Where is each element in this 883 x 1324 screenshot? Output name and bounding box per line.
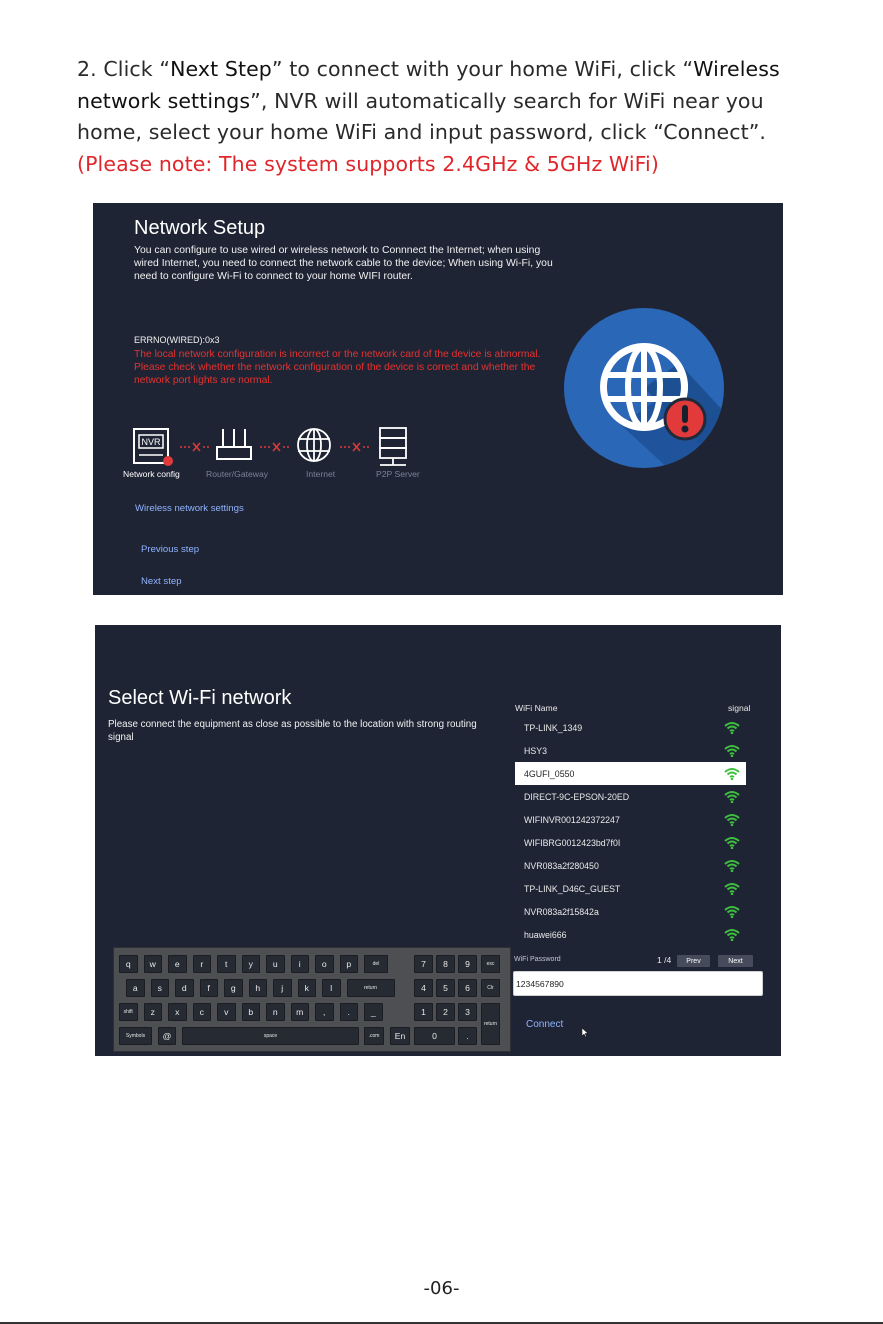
wifi-network-name: NVR083a2f15842a [524, 906, 599, 917]
wifi-network-row[interactable] [515, 877, 746, 900]
wifi-network-name: NVR083a2f280450 [524, 860, 599, 871]
key-[interactable]: . [458, 1027, 477, 1045]
key-7[interactable]: 7 [414, 955, 433, 973]
wifi-network-row[interactable] [515, 831, 746, 854]
wifi-network-row[interactable] [515, 762, 746, 785]
internet-icon [298, 429, 330, 461]
key-j[interactable]: j [273, 979, 292, 997]
nvr-icon [134, 429, 173, 466]
key-del[interactable]: del [364, 955, 388, 973]
wifi-signal-icon [724, 836, 740, 849]
key-c[interactable]: c [193, 1003, 212, 1021]
wifi-signal-icon [724, 813, 740, 826]
key-m[interactable]: m [291, 1003, 310, 1021]
wifi-network-row[interactable] [515, 716, 746, 739]
key-0[interactable]: 0 [414, 1027, 455, 1045]
key-1[interactable]: 1 [414, 1003, 433, 1021]
wifi-signal-icon [724, 744, 740, 757]
wifi-description: Please connect the equipment as close as possible to the location with strong routing signal [108, 719, 477, 743]
key-numpad-return[interactable]: return [481, 1003, 500, 1045]
globe-icon [561, 305, 727, 471]
wifi-network-name: TP-LINK_D46C_GUEST [524, 883, 621, 894]
key-p[interactable]: p [340, 955, 359, 973]
wifi-network-name: 4GUFI_0550 [524, 768, 575, 779]
error-code: ERRNO(WIRED):0x3 [134, 335, 220, 345]
instruction-text: home, select your home WiFi and input password, click “Connect”. [77, 120, 767, 144]
key-z[interactable]: z [144, 1003, 163, 1021]
key-q[interactable]: q [119, 955, 138, 973]
prev-page-button[interactable]: Prev [677, 955, 710, 967]
password-input[interactable] [513, 971, 763, 996]
key-2[interactable]: 2 [436, 1003, 455, 1021]
nvr-label: NVR [141, 437, 161, 447]
wifi-network-name: HSY3 [524, 745, 547, 756]
on-screen-keyboard [113, 947, 511, 1052]
instruction-next-step: Next Step [170, 57, 272, 81]
key-[interactable]: , [315, 1003, 334, 1021]
key-4[interactable]: 4 [414, 979, 433, 997]
wifi-select-screen [95, 625, 781, 1056]
instruction-wireless: Wireless [693, 57, 780, 81]
key-f[interactable]: f [200, 979, 219, 997]
flow-label-p2p: P2P Server [376, 469, 420, 479]
server-icon [380, 428, 406, 465]
error-message: The local network configuration is incorrect or the network card of the device is abnormal. Please check whether the network configuration of the device is correct and whether the network port lights are normal. [134, 349, 541, 387]
wifi-name-header: WiFi Name [515, 703, 558, 713]
key-g[interactable]: g [224, 979, 243, 997]
instruction-network-settings: network settings [77, 88, 251, 113]
key-t[interactable]: t [217, 955, 236, 973]
instruction-text: ”, NVR will automatically search for WiFi near you [250, 88, 764, 113]
wifi-signal-icon [724, 859, 740, 872]
wifi-network-name: TP-LINK_1349 [524, 722, 583, 733]
wifi-network-row[interactable] [515, 900, 746, 923]
key-esc[interactable]: esc [481, 955, 500, 973]
instruction-text: ” to connect with your home WiFi, click “ [271, 57, 694, 81]
key-d[interactable]: d [175, 979, 194, 997]
wifi-network-row[interactable] [515, 808, 746, 831]
wifi-network-list [515, 716, 746, 946]
page-indicator: 1 /4 [657, 955, 672, 965]
wifi-signal-icon [724, 721, 740, 734]
key-k[interactable]: k [298, 979, 317, 997]
next-step-link[interactable]: Next step [141, 576, 182, 587]
globe-error-illustration [561, 305, 727, 471]
key-9[interactable]: 9 [458, 955, 477, 973]
wifi-signal-icon [724, 790, 740, 803]
key-return[interactable]: return [347, 979, 395, 997]
key-w[interactable]: w [144, 955, 163, 973]
wifi-network-name: DIRECT-9C-EPSON-20ED [524, 791, 630, 802]
key-clr[interactable]: Clr [481, 979, 500, 997]
disconnect-icon [260, 443, 290, 451]
password-label: WiFi Password [514, 956, 561, 963]
key-[interactable]: @ [158, 1027, 176, 1045]
setup-description: You can configure to use wired or wireless network to Connnect the Internet; when using wired Internet, you need to connect the network cable to the device; When using Wi-Fi, you need to configure Wi-Fi to connect to your home WIFI router. [134, 245, 553, 283]
key-3[interactable]: 3 [458, 1003, 477, 1021]
next-page-button[interactable]: Next [718, 955, 753, 967]
key-h[interactable]: h [249, 979, 268, 997]
key-n[interactable]: n [266, 1003, 285, 1021]
instruction-note: (Please note: The system supports 2.4GHz & 5GHz WiFi) [77, 151, 659, 176]
router-icon [217, 429, 251, 459]
key-e[interactable]: e [168, 955, 187, 973]
key-[interactable]: . [340, 1003, 359, 1021]
wifi-network-name: huawei666 [524, 929, 567, 940]
key-l[interactable]: l [322, 979, 341, 997]
wifi-signal-icon [724, 905, 740, 918]
key-y[interactable]: y [242, 955, 261, 973]
key-a[interactable]: a [126, 979, 145, 997]
page-title: Select Wi-Fi network [108, 687, 292, 709]
wifi-network-name: WIFINVR001242372247 [524, 814, 620, 825]
flow-label-network-config: Network config [123, 469, 180, 479]
flow-label-internet: Internet [306, 469, 336, 479]
key-u[interactable]: u [266, 955, 285, 973]
instruction-paragraph [77, 54, 837, 180]
connect-button[interactable]: Connect [526, 1019, 564, 1030]
key-b[interactable]: b [242, 1003, 261, 1021]
key-com[interactable]: .com [364, 1027, 384, 1045]
key-r[interactable]: r [193, 955, 212, 973]
key-6[interactable]: 6 [458, 979, 477, 997]
flow-label-router: Router/Gateway [206, 469, 269, 479]
wifi-signal-icon [724, 767, 740, 780]
wifi-signal-icon [724, 882, 740, 895]
key-o[interactable]: o [315, 955, 334, 973]
page-number: -06- [423, 1278, 460, 1299]
wireless-network-settings-link[interactable]: Wireless network settings [135, 503, 244, 514]
key-x[interactable]: x [168, 1003, 187, 1021]
wifi-network-row[interactable] [515, 923, 746, 946]
key-en[interactable]: En [390, 1027, 410, 1045]
instruction-text: 2. Click “ [77, 57, 171, 81]
key-space[interactable]: space [182, 1027, 359, 1045]
key-5[interactable]: 5 [436, 979, 455, 997]
network-setup-screen [93, 203, 783, 595]
wifi-network-row[interactable] [515, 739, 746, 762]
disconnect-icon [340, 443, 370, 451]
key-symbols[interactable]: Symbols [119, 1027, 152, 1045]
previous-step-link[interactable]: Previous step [141, 544, 200, 555]
wifi-network-row[interactable] [515, 854, 746, 877]
page-title: Network Setup [134, 217, 266, 239]
wifi-network-name: WIFIBRG0012423bd7f0I [524, 837, 621, 848]
wifi-signal-icon [724, 928, 740, 941]
wifi-network-row[interactable] [515, 785, 746, 808]
key-s[interactable]: s [151, 979, 170, 997]
key-v[interactable]: v [217, 1003, 236, 1021]
key-shift[interactable]: shift [119, 1003, 138, 1021]
signal-header: signal [728, 703, 751, 713]
key-[interactable]: _ [364, 1003, 383, 1021]
key-8[interactable]: 8 [436, 955, 455, 973]
key-i[interactable]: i [291, 955, 310, 973]
disconnect-icon [180, 443, 210, 451]
mouse-cursor-icon [582, 1028, 589, 1038]
